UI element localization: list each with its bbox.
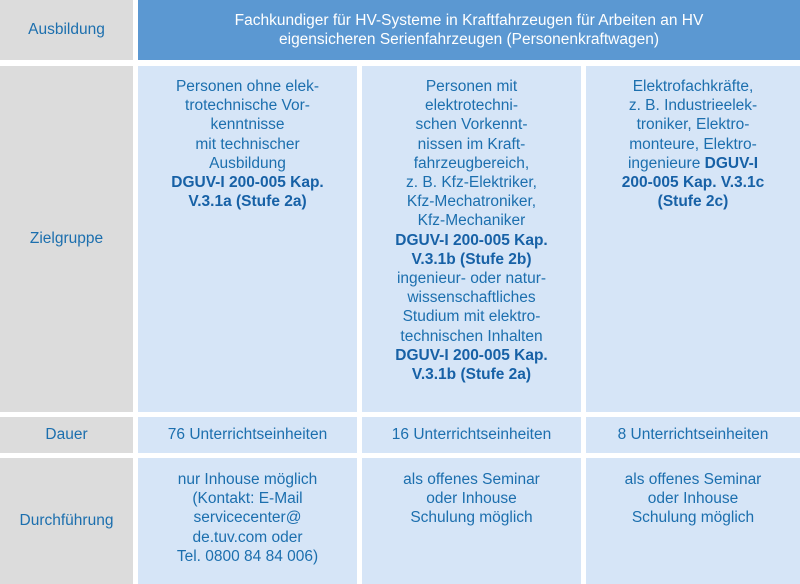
text-line: de.tuv.com oder (192, 528, 303, 546)
text-line: z. B. Industrieelek- (628, 97, 758, 115)
text-line: elektrotechni- (424, 97, 519, 115)
durchfuehrung-col1 (138, 458, 357, 584)
label-zielgruppe-text: Zielgruppe (29, 230, 104, 248)
text-line: servicecenter@ (193, 509, 302, 527)
zielgruppe-col2 (362, 66, 581, 412)
reference-line: V.3.1b (Stufe 2b) (411, 250, 532, 268)
text-line: kenntnisse (210, 116, 285, 134)
reference-line: 200-005 Kap. V.3.1c (621, 174, 765, 192)
durchfuehrung-col3 (586, 458, 800, 584)
label-dauer (0, 417, 133, 453)
text-line: als offenes Seminar (624, 471, 762, 488)
label-ausbildung-text: Ausbildung (28, 21, 105, 39)
header-ausbildung (138, 0, 800, 60)
dauer-col1 (138, 417, 357, 453)
text-line: oder Inhouse (426, 490, 517, 508)
text-line: trotechnische Vor- (185, 97, 310, 115)
dauer-col2 (362, 417, 581, 453)
text-line: nissen im Kraft- (417, 135, 526, 153)
text-line: Schulung möglich (631, 509, 755, 527)
text-line: Kfz-Mechaniker (417, 212, 526, 230)
text-line: ingenieur- oder natur- (396, 270, 547, 288)
text-line: Personen mit (425, 78, 518, 95)
duration-value: 76 Unterrichtseinheiten (167, 426, 328, 444)
text-line: technischen Inhalten (400, 327, 543, 345)
text-line: fahrzeugbereich, (413, 154, 530, 172)
header-line: eigensicheren Serienfahrzeugen (Personenkraftwagen) (279, 31, 659, 48)
text-line: Elektrofachkräfte, (632, 78, 754, 95)
zielgruppe-col3 (586, 66, 800, 412)
text-line: als offenes Seminar (403, 471, 540, 488)
dauer-col3 (586, 417, 800, 453)
text-line: nur Inhouse möglich (177, 471, 318, 488)
reference-line: V.3.1b (Stufe 2a) (411, 366, 532, 384)
reference-line: (Stufe 2c) (657, 193, 729, 211)
reference-fragment: DGUV-I (704, 154, 759, 172)
text-line: Kfz-Mechatroniker, (406, 193, 537, 211)
text-line: Tel. 0800 84 84 006) (176, 547, 319, 565)
label-zielgruppe (0, 66, 133, 412)
zielgruppe-col1 (138, 66, 357, 412)
header-line: Fachkundiger für HV-Systeme in Kraftfahrzeugen für Arbeiten an HV (234, 12, 704, 29)
label-ausbildung (0, 0, 133, 60)
mixed-line (622, 154, 764, 173)
text-line: oder Inhouse (647, 490, 739, 508)
text-line: troniker, Elektro- (636, 116, 750, 134)
text-line: schen Vorkennt- (415, 116, 528, 134)
label-dauer-text: Dauer (45, 426, 88, 444)
text-line: Personen ohne elek- (175, 78, 320, 95)
label-durchfuehrung (0, 458, 133, 584)
text-line: z. B. Kfz-Elektriker, (406, 174, 537, 192)
text-line: Schulung möglich (410, 509, 533, 527)
text-line: monteure, Elektro- (629, 135, 757, 153)
text-line: Ausbildung (209, 154, 286, 172)
label-durchfuehrung-text: Durchführung (19, 512, 114, 530)
reference-line: DGUV-I 200-005 Kap. (395, 346, 548, 364)
reference-line: V.3.1a (Stufe 2a) (188, 193, 307, 211)
text-line: Studium mit elektro- (402, 308, 541, 326)
duration-value: 16 Unterrichtseinheiten (391, 426, 552, 444)
reference-line: DGUV-I 200-005 Kap. (171, 174, 324, 192)
text-line: mit technischer (195, 135, 300, 153)
text-line: (Kontakt: E-Mail (192, 490, 303, 508)
duration-value: 8 Unterrichtseinheiten (617, 426, 769, 444)
text-fragment: ingenieure (627, 154, 705, 172)
reference-line: DGUV-I 200-005 Kap. (395, 231, 548, 249)
durchfuehrung-col2 (362, 458, 581, 584)
text-line: wissenschaftliches (407, 289, 536, 307)
